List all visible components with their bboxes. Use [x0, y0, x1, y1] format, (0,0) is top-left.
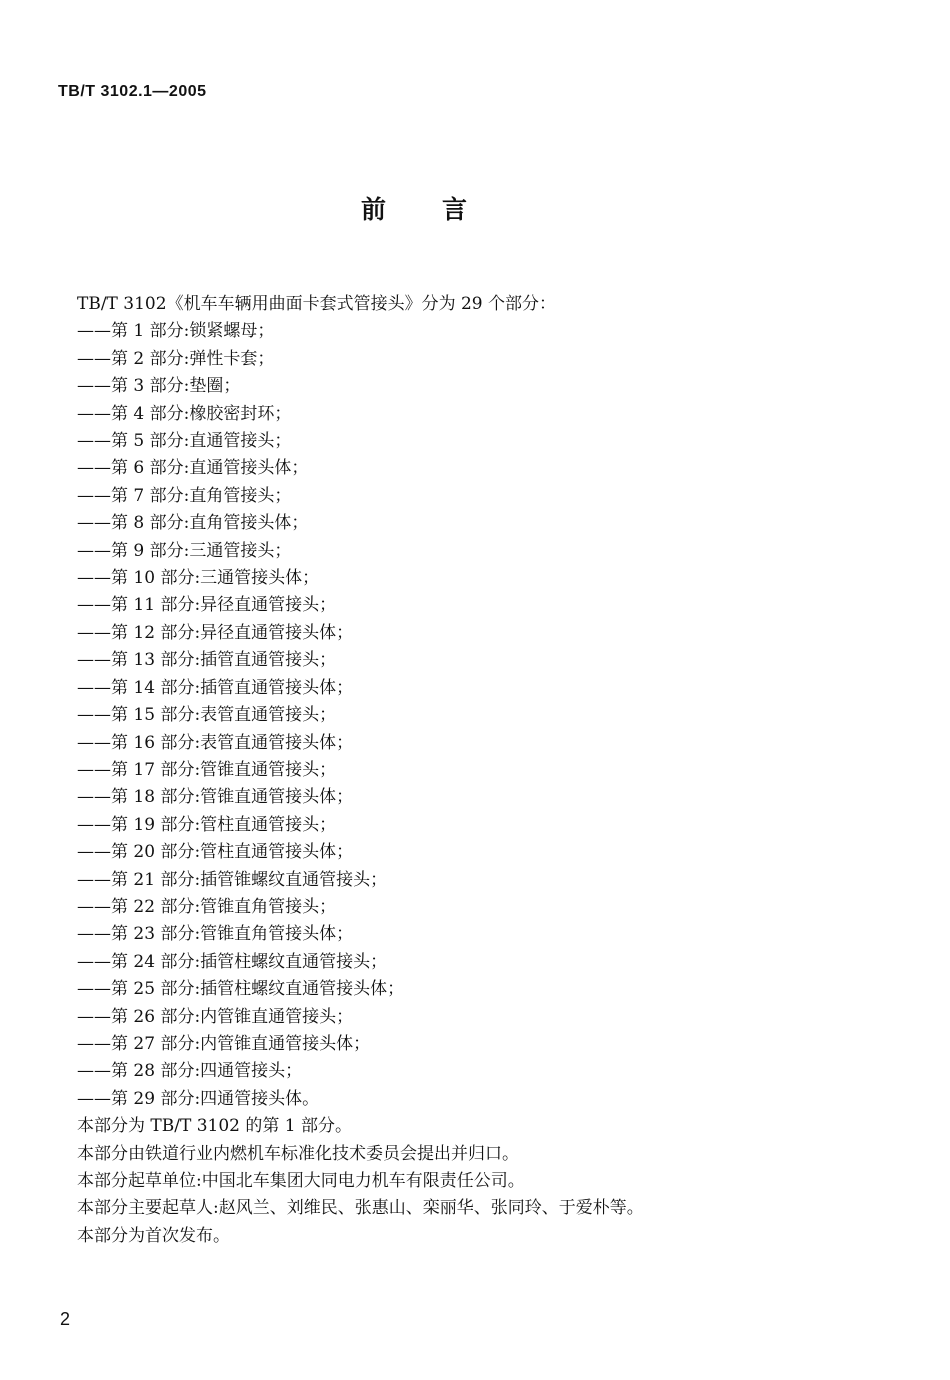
- notes-list: [77, 1113, 897, 1250]
- parts-list: [77, 318, 897, 1113]
- part-list-item: ——第 1 部分:锁紧螺母；: [77, 321, 275, 342]
- part-list-item: ——第 13 部分:插管直通管接头；: [77, 650, 337, 671]
- note-line: 本部分起草单位:中国北车集团大同电力机车有限责任公司。: [77, 1171, 525, 1191]
- part-list-item: ——第 18 部分:管锥直通管接头体；: [77, 787, 354, 808]
- part-list-item: ——第 28 部分:四通管接头；: [77, 1061, 303, 1082]
- part-list-item: ——第 19 部分:管柱直通管接头；: [77, 814, 337, 835]
- intro-line: TB/T 3102《机车车辆用曲面卡套式管接头》分为 29 个部分：: [77, 294, 557, 314]
- part-list-item: ——第 15 部分:表管直通管接头；: [77, 705, 337, 726]
- foreword-body: [77, 291, 897, 1250]
- note-line: 本部分为首次发布。: [77, 1225, 230, 1246]
- part-list-item: ——第 7 部分:直角管接头；: [77, 485, 292, 506]
- page-number: 2: [60, 1309, 71, 1329]
- part-list-item: ——第 10 部分:三通管接头体；: [77, 568, 320, 589]
- part-list-item: ——第 5 部分:直通管接头；: [77, 431, 292, 452]
- part-list-item: ——第 26 部分:内管锥直通管接头；: [77, 1006, 354, 1027]
- part-list-item: ——第 12 部分:异径直通管接头体；: [77, 622, 354, 643]
- part-list-item: ——第 24 部分:插管柱螺纹直通管接头；: [77, 951, 388, 972]
- note-line: 本部分主要起草人:赵风兰、刘维民、张惠山、栾丽华、张同玲、于爱朴等。: [77, 1198, 644, 1219]
- note-line: 本部分为 TB/T 3102 的第 1 部分。: [77, 1116, 352, 1137]
- part-list-item: ——第 21 部分:插管锥螺纹直通管接头；: [77, 869, 388, 890]
- part-list-item: ——第 27 部分:内管锥直通管接头体；: [77, 1033, 371, 1054]
- part-list-item: ——第 8 部分:直角管接头体；: [77, 513, 309, 534]
- part-list-item: ——第 14 部分:插管直通管接头体；: [77, 677, 354, 698]
- part-list-item: ——第 23 部分:管锥直角管接头体；: [77, 924, 354, 945]
- part-list-item: ——第 20 部分:管柱直通管接头体；: [77, 842, 354, 863]
- part-list-item: ——第 2 部分:弹性卡套；: [77, 348, 275, 369]
- standard-code: TB/T 3102.1—2005: [58, 83, 207, 100]
- part-list-item: ——第 6 部分:直通管接头体；: [77, 458, 309, 479]
- part-list-item: ——第 3 部分:垫圈；: [77, 376, 241, 397]
- part-list-item: ——第 29 部分:四通管接头体。: [77, 1088, 320, 1109]
- part-list-item: ——第 9 部分:三通管接头；: [77, 540, 292, 561]
- part-list-item: ——第 4 部分:橡胶密封环；: [77, 403, 292, 424]
- note-line: 本部分由铁道行业内燃机车标准化技术委员会提出并归口。: [77, 1143, 519, 1164]
- part-list-item: ——第 11 部分:异径直通管接头；: [77, 595, 337, 616]
- part-list-item: ——第 22 部分:管锥直角管接头；: [77, 896, 337, 917]
- part-list-item: ——第 17 部分:管锥直通管接头；: [77, 759, 337, 780]
- part-list-item: ——第 16 部分:表管直通管接头体；: [77, 732, 354, 753]
- page-title: 前言: [360, 195, 523, 224]
- part-list-item: ——第 25 部分:插管柱螺纹直通管接头体；: [77, 979, 405, 1000]
